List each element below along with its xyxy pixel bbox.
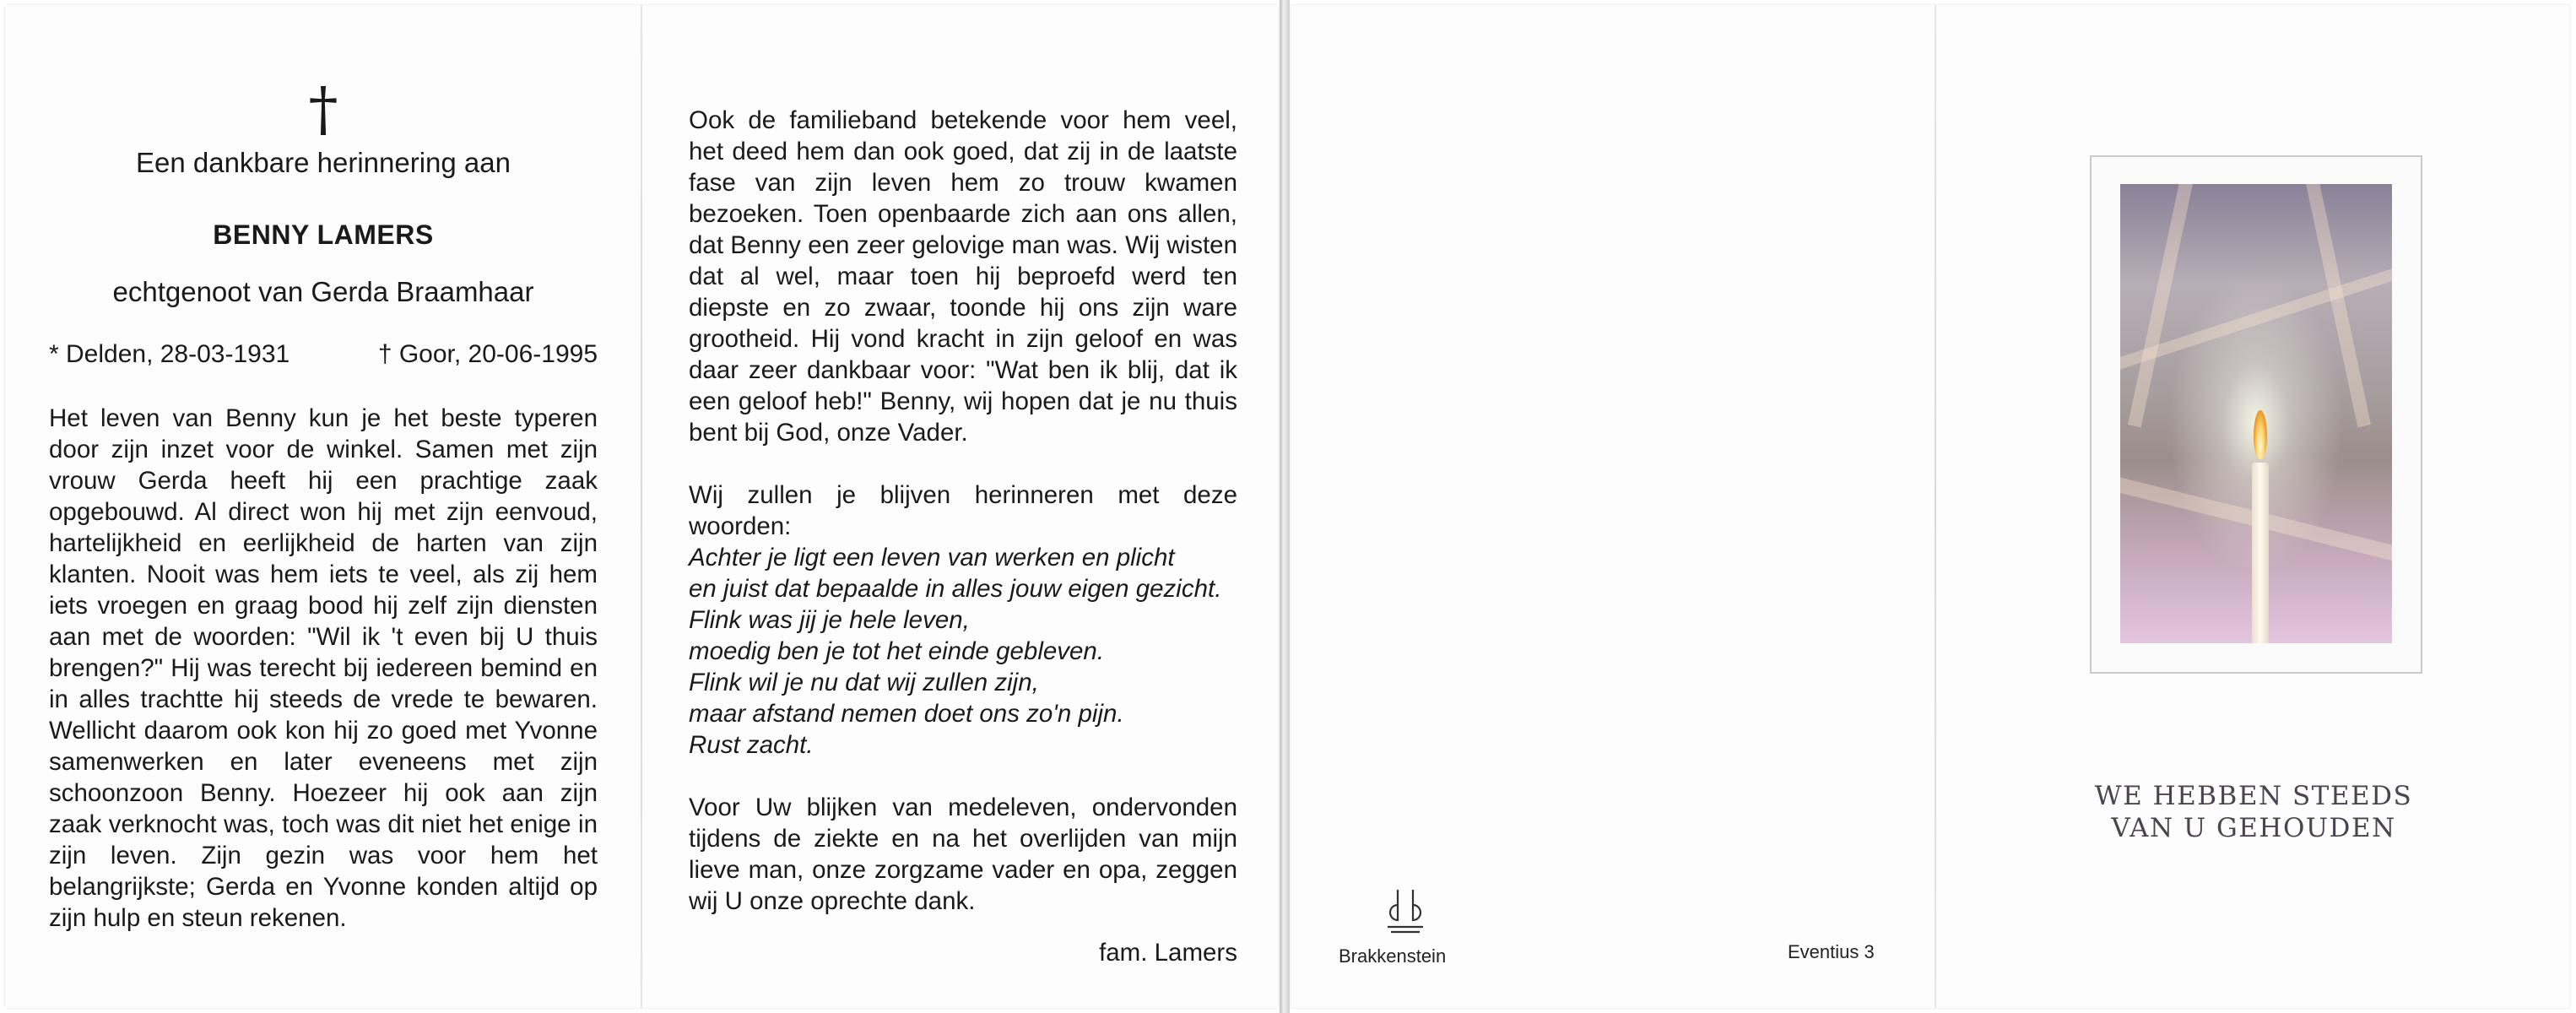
publisher-block [1339, 886, 1446, 967]
poem-line: Achter je ligt een leven van werken en plicht [689, 544, 1175, 572]
candle-photo [2120, 184, 2392, 643]
inner-card [5, 5, 1278, 1008]
poem-line: Flink wil je nu dat wij zullen zijn, [689, 669, 1039, 696]
page-one [49, 73, 598, 959]
photo-frame [2090, 155, 2422, 674]
poem-line: moedig ben je tot het einde gebleven. [689, 637, 1105, 665]
biography-text: Het leven van Benny kun je het beste typeren door zijn inzet voor de winkel. Samen met zijn vrouw Gerda heeft hij een prachtige zaak opgebouwd. Al direct won hij met zijn eenvoud, hartelijkheid en eerlijkheid de harten van zijn klanten. Nooit was hem iets te veel, als zij hem iets vroegen en graag bood hij zelf zijn diensten aan met de woorden: "Wil ik 't even bij U thuis brengen?" Hij was terecht bij iedereen bemind en in alles trachtte hij steeds de vrede te bewaren. Wellicht daarom ook kon hij zo goed met Yvonne samenwerken en later eveneens met zijn schoonzoon Benny. Hoezeer hij ook aan zijn zaak verknocht was, toch was dit niet het enige in zijn leven. Zijn gezin was voor hem het belangrijkste; Gerda en Yvonne konden altijd op zijn hulp en steun rekenen. [49, 404, 598, 932]
poem-line: en juist dat bepaalde in alles jouw eigen gezicht. [689, 575, 1222, 603]
series-label: Eventius 3 [1788, 941, 1875, 962]
fold-line [1935, 5, 1936, 1008]
birth-date: * Delden, 28-03-1931 [49, 340, 290, 368]
spouse-text: echtgenoot van Gerda Braamhaar [112, 276, 534, 307]
poem-line: Flink was jij je hele leven, [689, 606, 970, 634]
motto-line: WE HEBBEN STEEDS [2094, 781, 2413, 811]
death-date: † Goor, 20-06-1995 [377, 340, 598, 368]
deceased-name: BENNY LAMERS [213, 219, 434, 250]
page-two [689, 105, 1237, 967]
card-gap [1280, 0, 1290, 1013]
flame-icon [2254, 410, 2267, 459]
fold-line [641, 5, 642, 1008]
signature: fam. Lamers [1099, 939, 1237, 967]
dates-row [49, 340, 598, 369]
publisher-name: Brakkenstein [1339, 945, 1447, 967]
poem [689, 542, 1237, 761]
poem-line: maar afstand nemen doet ons zo'n pijn. [689, 700, 1124, 728]
poem-line: Rust zacht. [689, 731, 814, 759]
cross-icon: † [308, 74, 338, 144]
intro-text: Een dankbare herinnering aan [135, 147, 511, 178]
motto-line: VAN U GEHOUDEN [2111, 813, 2396, 843]
poem-intro: Wij zullen je blijven herinneren met deze woorden: [689, 481, 1237, 540]
brakkenstein-logo-icon [1383, 886, 1428, 939]
family-paragraph: Ook de familieband betekende voor hem veel, het deed hem dan ook goed, dat zij in de laatste fase van zijn leven hem zo trouw kwamen bezoeken. Toen openbaarde zich aan ons allen, dat Benny een zeer gelovige man was. Wij wisten dat al wel, maar toen hij beproefd werd ten diepste en zo zwaar, toonde hij ons zijn ware grootheid. Hij vond kracht in zijn geloof en was daar zeer dankbaar voor: "Wat ben ik blij, dat ik een geloof heb!" Benny, wij hopen dat je nu thuis bent bij God, onze Vader. [689, 106, 1237, 447]
thanks-text: Voor Uw blijken van medeleven, ondervonden tijdens de ziekte en na het overlijden van mijn lieve man, onze zorgzame vader en opa, zeggen wij U onze oprechte dank. [689, 794, 1237, 915]
candle-icon [2252, 463, 2269, 643]
motto [2059, 780, 2448, 844]
